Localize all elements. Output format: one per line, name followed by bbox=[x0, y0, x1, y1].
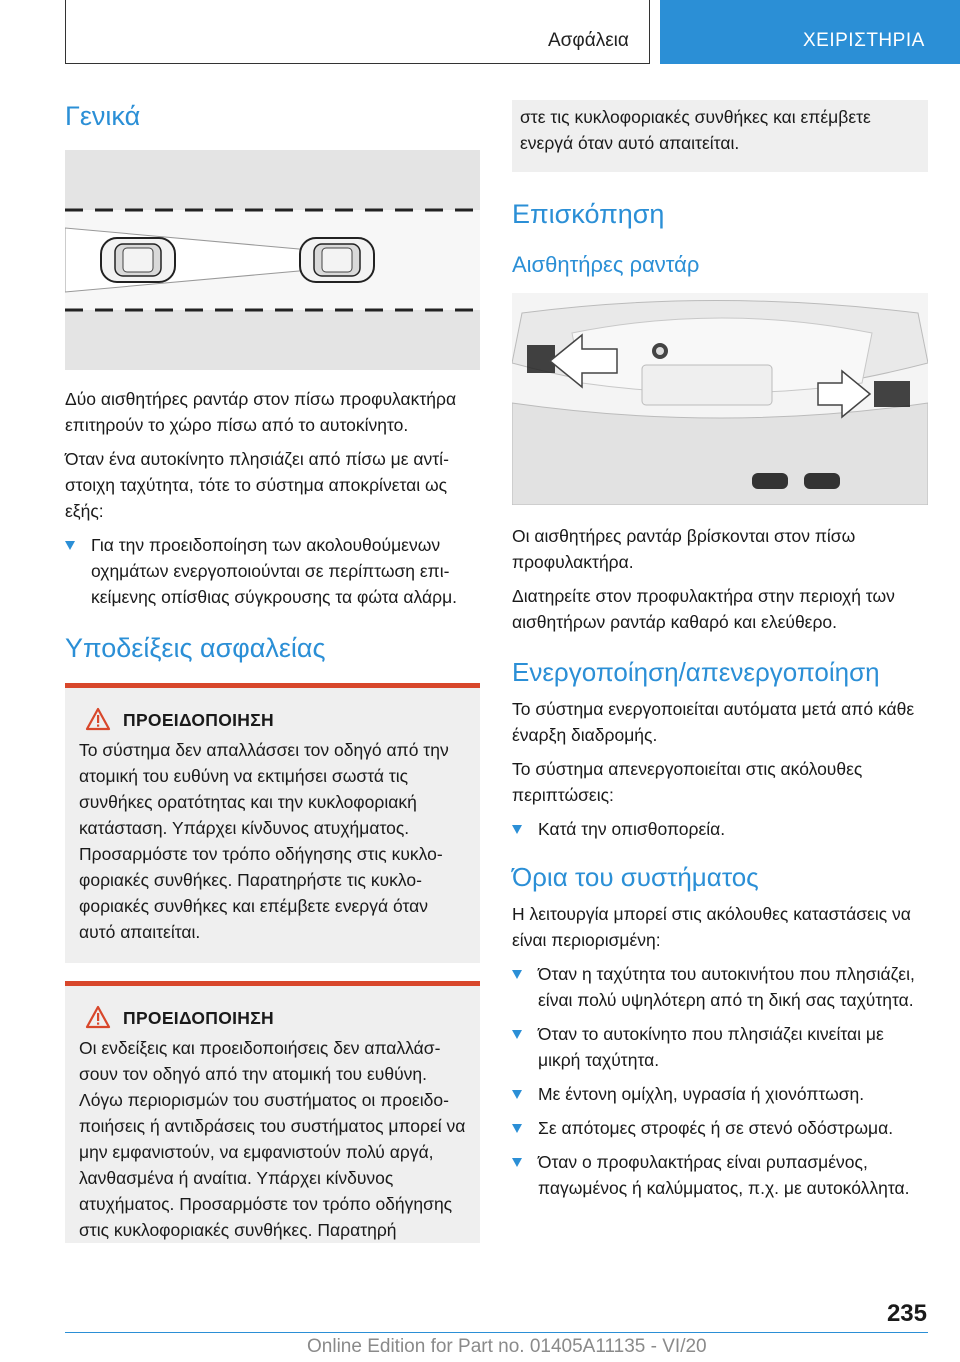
footer-edition: Online Edition for Part no. 01405A11135 - VI/20 bbox=[307, 1336, 707, 1357]
general-para-2: Όταν ένα αυτοκίνητο πλησιάζει από πίσω με αντίστοιχη ταχύτητα, τότε το σύστημα αποκρίνεται ως εξής: bbox=[65, 449, 449, 522]
list-item bbox=[512, 1021, 928, 1073]
warning-box-1 bbox=[65, 683, 480, 963]
general-para-1: Δύο αισθητήρες ραντάρ στον πίσω προφυλακτήρα επιτηρούν το χώρο πίσω από το αυτοκίνητο. bbox=[65, 389, 457, 436]
right-column bbox=[512, 100, 928, 1209]
list-item-text: Με έντονη ομίχλη, υγρασία ή χιονόπτωση. bbox=[538, 1084, 865, 1105]
warning-title-2 bbox=[79, 1008, 466, 1029]
general-heading: Γενικά bbox=[65, 101, 141, 131]
triangle-bullet-icon bbox=[512, 970, 522, 979]
activation-heading: Ενεργοποίηση/απενεργοποίηση bbox=[512, 656, 880, 687]
warning-label-2: ΠΡΟΕΙΔΟΠΟΙΗΣΗ bbox=[123, 1007, 274, 1028]
rear-bumper-image bbox=[512, 293, 928, 505]
activation-para-1: Το σύστημα ενεργοποιείται αυτόματα μετά από κάθε έναρξη διαδρομής. bbox=[512, 698, 915, 745]
header-chapter-tab bbox=[660, 0, 960, 64]
warning-continuation-text: στε τις κυκλοφοριακές συνθήκες και επέμβετε ενεργά όταν αυτό απαιτείται. bbox=[520, 107, 871, 153]
overview-heading: Επισκόπηση bbox=[512, 199, 665, 229]
warning-continuation-box bbox=[512, 100, 928, 172]
warning-title-1 bbox=[79, 710, 466, 731]
header-section: Ασφάλεια bbox=[548, 30, 629, 51]
list-item bbox=[65, 532, 480, 610]
rear-radar-figure bbox=[65, 150, 480, 370]
triangle-bullet-icon bbox=[512, 1090, 522, 1099]
triangle-bullet-icon bbox=[512, 825, 522, 834]
list-item bbox=[512, 1081, 928, 1107]
limits-para-1: Η λειτουργία μπορεί στις ακόλουθες καταστάσεις να είναι περιορισμένη: bbox=[512, 904, 911, 951]
warning-text-2: Οι ενδείξεις και προειδοποιήσεις δεν απαλλάσσουν τον οδηγό από την ατομική του ευθύνη. Λόγω περιορισμών του συστήματος οι προειδοποιήσεις ή αντιδράσεις του συστήματος μπορεί να μην εμφανιστούν, να εμφανιστούν πολύ αργά, λανθασμένα ή αναίτια. Υπάρχει κίνδυνος ατυχήματος. Προσαρμόστε τον τρόπο οδήγησης στις κυκλοφοριακές συνθήκες. Παρατηρή bbox=[79, 1037, 466, 1240]
warning-text-1: Το σύστημα δεν απαλλάσσει τον οδηγό από την ατομική του ευθύνη να εκτιμήσει σωστά τις συνθήκες ορατότητας και την κυκλοφοριακή κατάσταση. Υπάρχει κίνδυνος ατυχήματος. Προσαρμόστε τον τρόπο οδήγησης στις κυκλοφοριακές συνθήκες. Παρατηρήστε τις κυκλοφοριακές συνθήκες και επέμβετε ενεργά όταν αυτό απαιτείται. bbox=[79, 739, 449, 942]
footer-divider bbox=[65, 1332, 928, 1333]
warning-triangle-icon bbox=[85, 707, 111, 731]
activation-bullet-list bbox=[512, 816, 928, 842]
list-item-text: Όταν το αυτοκίνητο που πλησιάζει κινείται με μικρή ταχύτητα. bbox=[538, 1024, 884, 1071]
warning-triangle-icon bbox=[85, 1005, 111, 1029]
list-item-text: Όταν ο προφυλακτήρας είναι ρυπασμένος, παγωμένος ή καλύμματος, π.χ. με αυτοκόλλητα. bbox=[538, 1152, 910, 1199]
list-item bbox=[512, 1115, 928, 1141]
list-item-text: Σε απότομες στροφές ή σε στενό οδόστρωμα. bbox=[538, 1118, 894, 1139]
warning-label-1: ΠΡΟΕΙΔΟΠΟΙΗΣΗ bbox=[123, 709, 274, 730]
triangle-bullet-icon bbox=[65, 541, 75, 550]
limits-bullet-list bbox=[512, 961, 928, 1201]
radar-sensors-heading: Αισθητήρες ραντάρ bbox=[512, 252, 700, 278]
road-diagram bbox=[65, 150, 480, 370]
rear-bumper-figure bbox=[512, 293, 928, 505]
safety-heading: Υποδείξεις ασφαλείας bbox=[65, 633, 326, 664]
list-item bbox=[512, 1149, 928, 1201]
header-chapter-label: ΧΕΙΡΙΣΤΗΡΙΑ bbox=[803, 30, 925, 51]
general-bullet-list bbox=[65, 532, 480, 610]
limits-heading: Όρια του συστήματος bbox=[512, 861, 759, 892]
list-item-text: Όταν η ταχύτητα του αυτοκινήτου που πλησιάζει, είναι πολύ υψηλότερη από τη δική σας ταχύτητα. bbox=[538, 964, 915, 1011]
triangle-bullet-icon bbox=[512, 1124, 522, 1133]
page-number: 235 bbox=[886, 1300, 927, 1327]
left-column bbox=[65, 100, 480, 1243]
list-item bbox=[512, 961, 928, 1013]
radar-para-1: Οι αισθητήρες ραντάρ βρίσκονται στον πίσω προφυλακτήρα. bbox=[512, 525, 856, 572]
list-item bbox=[512, 816, 928, 842]
warning-box-2 bbox=[65, 981, 480, 1243]
activation-para-2: Το σύστημα απενεργοποιείται στις ακόλουθες περιπτώσεις: bbox=[512, 758, 863, 805]
radar-para-2: Διατηρείτε στον προφυλακτήρα στην περιοχή των αισθητήρων ραντάρ καθαρό και ελεύθερο. bbox=[512, 585, 895, 632]
list-item-text: Για την προειδοποίηση των ακολουθούμενων οχημάτων ενεργοποιούνται σε περίπτωση επικείμενης οπίσθιας σύγκρουσης τα φώτα αλάρμ. bbox=[91, 535, 458, 608]
triangle-bullet-icon bbox=[512, 1158, 522, 1167]
list-item-text: Κατά την οπισθοπορεία. bbox=[538, 818, 726, 839]
triangle-bullet-icon bbox=[512, 1030, 522, 1039]
